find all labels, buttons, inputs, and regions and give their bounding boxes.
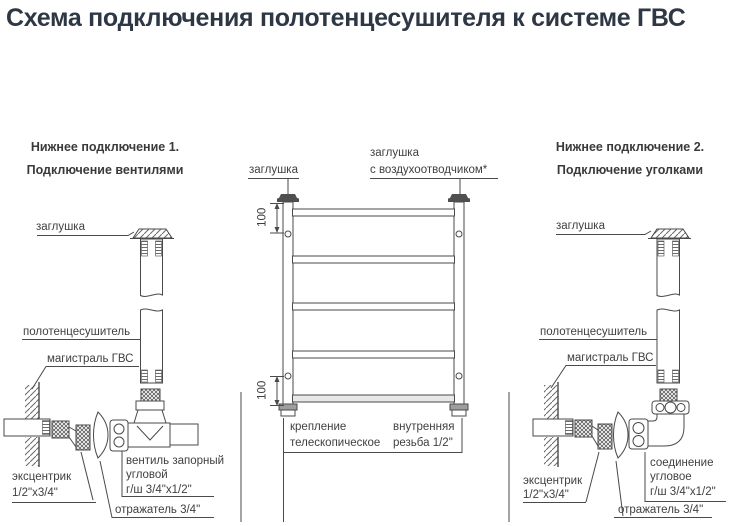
left-label-valve-line3: г/ш 3/4"х1/2" bbox=[126, 484, 192, 496]
rail-caps bbox=[277, 179, 470, 203]
center-label-thread-line2: резьба 1/2" bbox=[393, 437, 453, 449]
dimension-bottom-value: 100 bbox=[256, 380, 269, 400]
left-riser bbox=[130, 229, 174, 383]
left-heading-line1: Нижнее подключение 1. bbox=[30, 140, 180, 154]
center-label-box bbox=[284, 392, 510, 522]
dimension-top bbox=[270, 203, 284, 233]
right-label-reflector: отражатель 3/4" bbox=[618, 504, 704, 516]
rail-feet bbox=[279, 404, 468, 416]
center-label-airvent-line1: заглушка bbox=[370, 147, 419, 159]
right-label-hws-main: магистраль ГВС bbox=[567, 352, 654, 364]
left-label-towel-rail: полотенцесушитель bbox=[23, 326, 131, 338]
right-heading-line2: Подключение уголками bbox=[556, 163, 704, 177]
right-label-eccentric-line1: эксцентрик bbox=[523, 475, 583, 487]
page-title: Схема подключения полотенцесушителя к системе ГВС bbox=[6, 4, 686, 32]
left-eccentric-fitting bbox=[52, 421, 90, 450]
right-label-elbow-line3: г/ш 3/4"х1/2" bbox=[650, 486, 716, 498]
left-label-hws-main: магистраль ГВС bbox=[47, 353, 134, 365]
right-elbow-fitting bbox=[629, 389, 689, 449]
right-heading-line1: Нижнее подключение 2. bbox=[555, 140, 705, 154]
left-label-eccentric-line2: 1/2"х3/4" bbox=[12, 487, 58, 499]
left-label-reflector: отражатель 3/4" bbox=[115, 504, 201, 516]
center-label-thread-line1: внутренняя bbox=[393, 421, 455, 433]
left-label-eccentric-line1: эксцентрик bbox=[12, 471, 72, 483]
right-label-elbow-line1: соединение bbox=[650, 457, 714, 469]
left-label-plug: заглушка bbox=[36, 221, 85, 233]
right-eccentric-fitting bbox=[575, 420, 612, 449]
dimension-bottom bbox=[270, 376, 284, 406]
dimension-top-value: 100 bbox=[256, 207, 269, 227]
left-supply-pipe bbox=[4, 419, 50, 436]
center-diagram bbox=[248, 179, 509, 523]
center-label-mount-line2: телескопическое bbox=[290, 437, 381, 449]
left-label-valve-line1: вентиль запорный bbox=[126, 455, 225, 467]
right-supply-pipe bbox=[533, 419, 573, 436]
right-reflector bbox=[614, 412, 629, 458]
right-label-eccentric-line2: 1/2"х3/4" bbox=[523, 489, 569, 501]
right-label-plug: заглушка bbox=[556, 220, 605, 232]
left-label-valve-line2: угловой bbox=[126, 469, 168, 481]
left-reflector bbox=[94, 412, 109, 458]
left-angle-valve bbox=[110, 389, 198, 451]
center-label-mount-line1: крепление bbox=[290, 421, 347, 433]
right-riser bbox=[648, 229, 691, 383]
center-label-airvent-line2: с воздухоотводчиком* bbox=[370, 164, 488, 176]
left-heading-line2: Подключение вентилями bbox=[26, 163, 184, 177]
rail-rungs bbox=[293, 209, 455, 402]
right-label-towel-rail: полотенцесушитель bbox=[540, 326, 648, 338]
right-label-elbow-line2: угловое bbox=[650, 471, 692, 483]
center-label-plug: заглушка bbox=[249, 164, 298, 176]
